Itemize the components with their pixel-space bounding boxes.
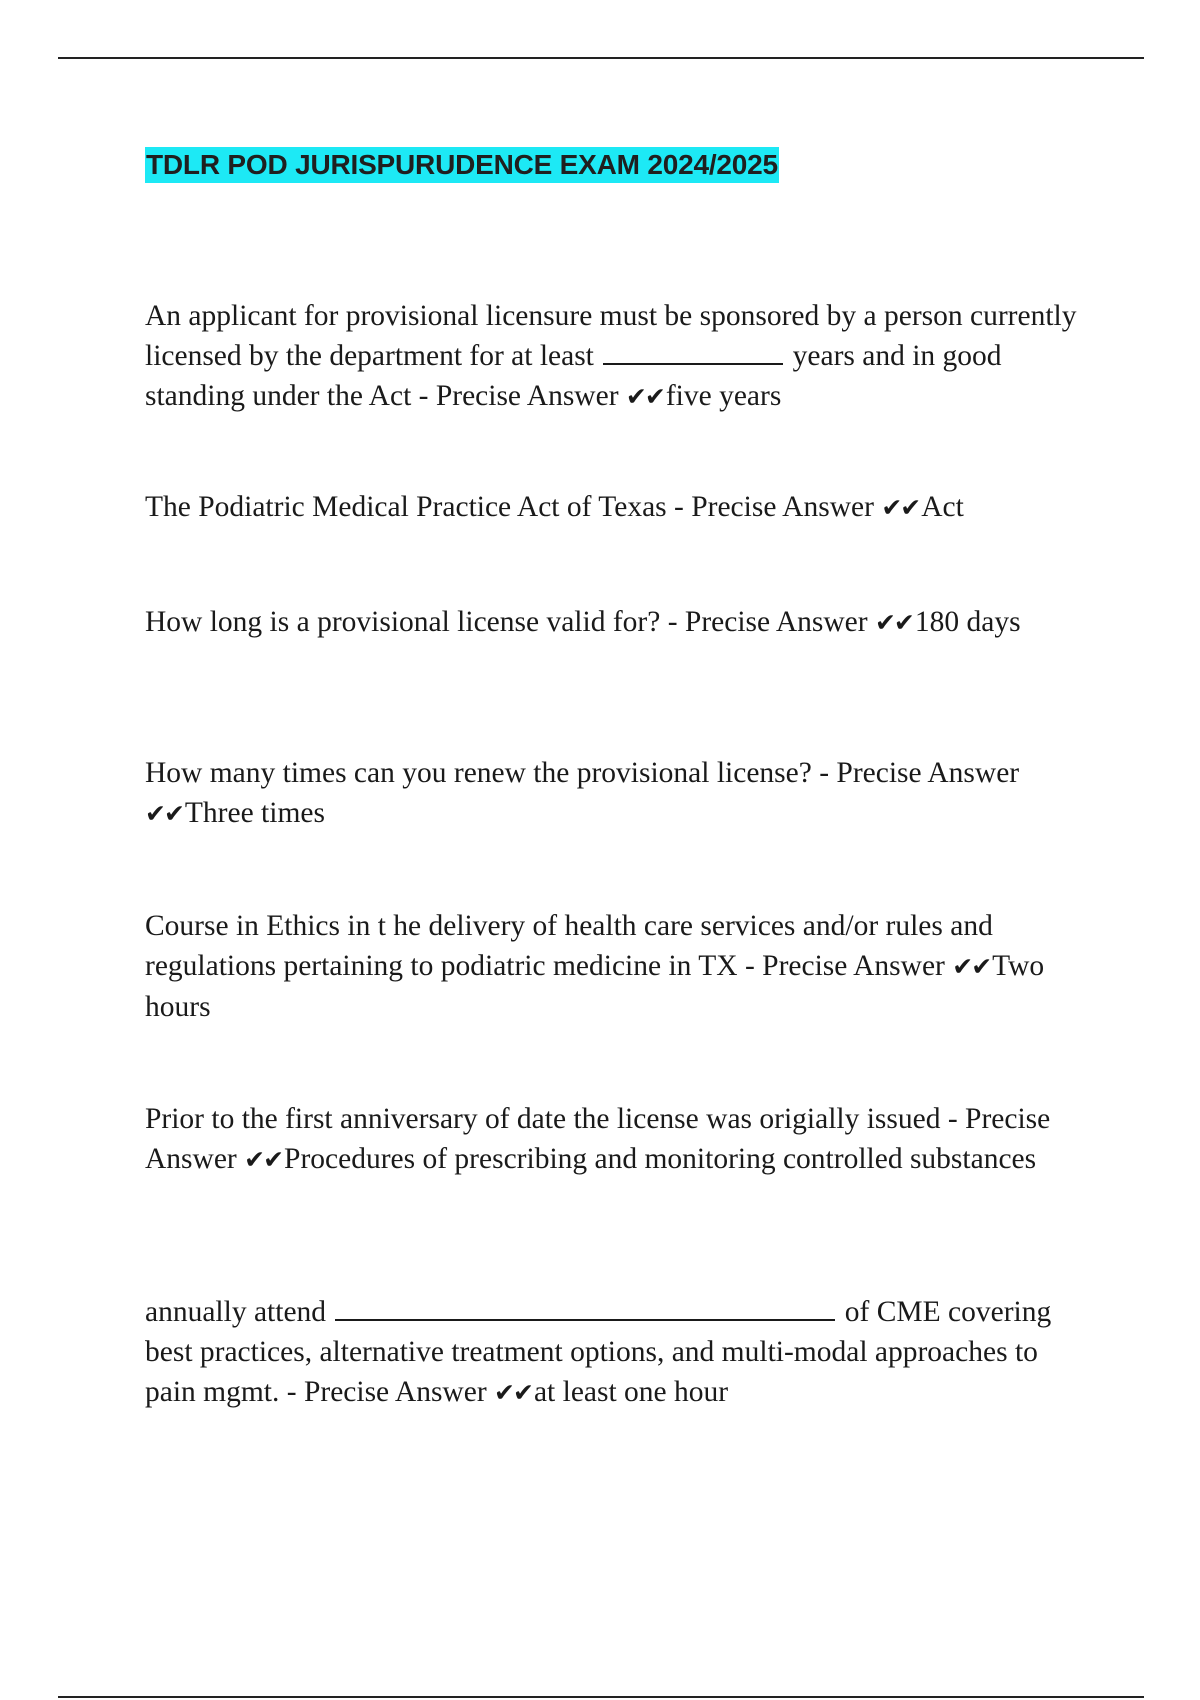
answer-text: Act bbox=[921, 491, 964, 523]
answer-text: at least one hour bbox=[533, 1376, 729, 1408]
double-check-icon: ✔✔ bbox=[145, 799, 183, 828]
question-text: How many times can you renew the provisional license? bbox=[145, 757, 812, 789]
qa-item-4: How many times can you renew the provisional license? - Precise Answer ✔✔Three times bbox=[145, 757, 1020, 829]
answer-label: Precise Answer bbox=[303, 1376, 487, 1408]
answer-text: Three times bbox=[184, 797, 325, 829]
qa-item-2: The Podiatric Medical Practice Act of Texas - Precise Answer ✔✔Act bbox=[145, 491, 964, 523]
answer-label: Precise Answer bbox=[762, 950, 945, 982]
question-text: Prior to the first anniversary of date the license was origially issued bbox=[145, 1103, 941, 1135]
question-text-continued: years and in good standing under the Act bbox=[145, 340, 1002, 412]
answer-label: Precise Answer bbox=[435, 380, 619, 412]
answer-text: 180 days bbox=[914, 606, 1021, 638]
question-text: annually attend bbox=[145, 1296, 327, 1328]
double-check-icon: ✔✔ bbox=[874, 608, 913, 637]
question-text: The Podiatric Medical Practice Act of Texas bbox=[145, 491, 667, 523]
document-title: TDLR POD JURISPURUDENCE EXAM 2024/2025 bbox=[145, 147, 779, 183]
double-check-icon: ✔✔ bbox=[244, 1145, 283, 1174]
qa-item-6: Prior to the first anniversary of date the license was origially issued - Precise Answer ✔✔Procedures of prescribing and monitoring controlled substances bbox=[145, 1103, 1051, 1175]
top-divider bbox=[58, 57, 1144, 59]
question-text: An applicant for provisional licensure must be sponsored by a person currently licensed by the department for at least bbox=[145, 300, 1077, 372]
answer-label: Precise Answer bbox=[145, 1103, 1051, 1175]
answer-label: Precise Answer bbox=[691, 491, 874, 523]
answer-text: five years bbox=[665, 380, 782, 412]
double-check-icon: ✔✔ bbox=[625, 382, 664, 411]
qa-item-1: An applicant for provisional licensure must be sponsored by a person currently licensed by the department for at least years and in good standing under the Act - Precise Answer ✔✔five years bbox=[145, 300, 1077, 412]
bottom-divider bbox=[58, 1696, 1144, 1698]
qa-item-7: annually attend of CME covering best practices, alternative treatment options, and multi-modal approaches to pain mgmt. - Precise Answer ✔✔at least one hour bbox=[145, 1296, 1052, 1408]
double-check-icon: ✔✔ bbox=[881, 493, 920, 522]
answer-text: Two hours bbox=[145, 950, 1045, 1023]
answer-label: Precise Answer bbox=[684, 606, 868, 638]
fill-in-blank bbox=[335, 1297, 835, 1321]
question-text-continued: of CME covering best practices, alternative treatment options, and multi-modal approaches to pain mgmt. bbox=[145, 1296, 1052, 1408]
answer-label: Precise Answer bbox=[836, 757, 1020, 789]
question-text: How long is a provisional license valid for? bbox=[145, 606, 661, 638]
fill-in-blank bbox=[603, 341, 783, 365]
question-text: Course in Ethics in t he delivery of health care services and/or rules and regulations pertaining to podiatric medicine in TX bbox=[145, 910, 993, 982]
qa-item-5: Course in Ethics in t he delivery of health care services and/or rules and regulations pertaining to podiatric medicine in TX - Precise Answer ✔✔Two hours bbox=[145, 910, 1045, 1023]
qa-item-3: How long is a provisional license valid for? - Precise Answer ✔✔180 days bbox=[145, 606, 1021, 638]
answer-text: Procedures of prescribing and monitoring controlled substances bbox=[284, 1143, 1037, 1175]
title-block bbox=[145, 147, 779, 183]
double-check-icon: ✔✔ bbox=[952, 952, 991, 981]
double-check-icon: ✔✔ bbox=[494, 1378, 532, 1407]
